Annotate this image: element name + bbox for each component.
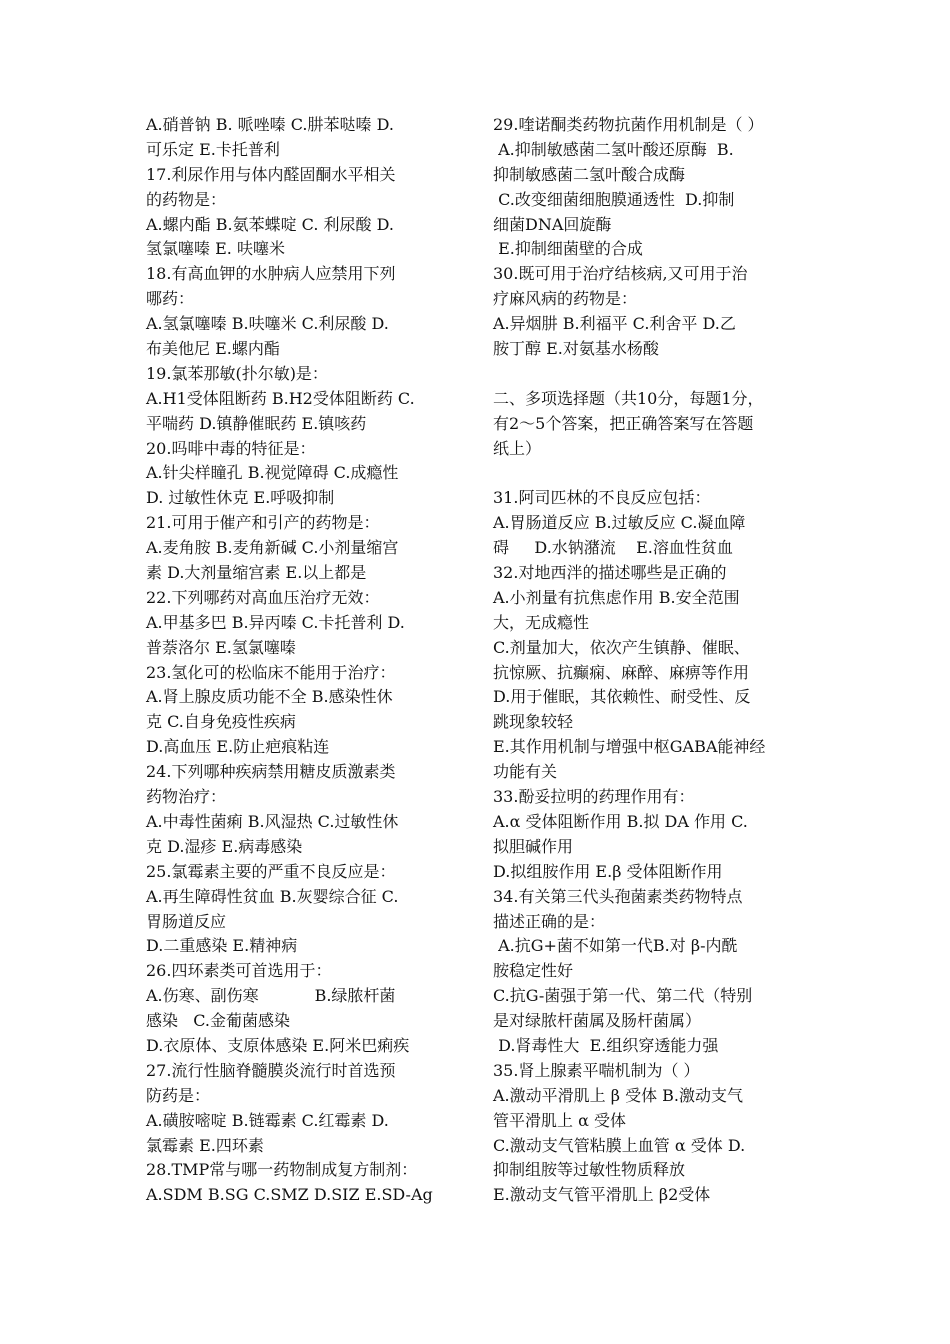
text-line: 布美他尼 E.螺内酯 xyxy=(146,339,280,359)
text-line: 大，无成瘾性 xyxy=(493,612,590,632)
text-line: A.异烟肼 B.利福平 C.利舍平 D.乙 xyxy=(493,314,736,334)
text-line: 21.可用于催产和引产的药物是： xyxy=(146,513,380,533)
right-column-questions-29-30 xyxy=(493,113,811,362)
text-line: 跳现象较轻 xyxy=(493,712,574,732)
text-line: 平喘药 D.镇静催眠药 E.镇咳药 xyxy=(146,413,367,433)
text-line: 胃肠道反应 xyxy=(146,911,227,931)
text-line: A.抑制敏感菌二氢叶酸还原酶 B. xyxy=(493,139,734,159)
text-line: 24.下列哪种疾病禁用糖皮质激素类 xyxy=(146,762,396,782)
text-line: 抗惊厥、抗癫痫、麻醉、麻痹等作用 xyxy=(493,662,750,682)
text-line: 抑制敏感菌二氢叶酸合成酶 xyxy=(493,164,686,184)
text-line: A.肾上腺皮质功能不全 B.感染性休 xyxy=(146,687,393,707)
text-line: 30.既可用于治疗结核病,又可用于治 xyxy=(493,264,748,284)
right-column xyxy=(493,113,811,1208)
text-line: D.肾毒性大 E.组织穿透能力强 xyxy=(493,1035,719,1055)
text-line: 28.TMP常与哪一药物制成复方制剂： xyxy=(146,1160,418,1180)
text-line: C.激动支气管粘膜上血管 α 受体 D. xyxy=(493,1135,746,1155)
text-line: 管平滑肌上 α 受体 xyxy=(493,1110,626,1130)
text-line: A.α 受体阻断作用 B.拟 DA 作用 C. xyxy=(493,811,748,831)
text-line: 35.肾上腺素平喘机制为（ ） xyxy=(493,1060,700,1080)
text-line: E.其作用机制与增强中枢GABA能神经 xyxy=(493,737,766,757)
text-line: A.螺内酯 B.氨苯蝶啶 C. 利尿酸 D. xyxy=(146,214,394,234)
text-line: 33.酚妥拉明的药理作用有： xyxy=(493,787,695,807)
text-line: D.用于催眠，其依赖性、耐受性、反 xyxy=(493,687,751,707)
text-line: 克 C.自身免疫性疾病 xyxy=(146,712,296,732)
text-line: 纸上） xyxy=(493,438,542,458)
text-line: A.针尖样瞳孔 B.视觉障碍 C.成瘾性 xyxy=(146,463,399,483)
text-line: 32.对地西泮的描述哪些是正确的 xyxy=(493,563,727,583)
text-line: A.伤寒、副伤寒 B.绿脓杆菌 xyxy=(146,986,396,1006)
text-line: C.改变细菌细胞膜通透性 D.抑制 xyxy=(493,189,735,209)
text-line: A.麦角胺 B.麦角新碱 C.小剂量缩宫 xyxy=(146,538,399,558)
text-line: A.磺胺嘧啶 B.链霉素 C.红霉素 D. xyxy=(146,1110,389,1130)
text-line: D.高血压 E.防止疤痕粘连 xyxy=(146,737,330,757)
text-line: 功能有关 xyxy=(493,762,558,782)
text-line: A.中毒性菌痢 B.风湿热 C.过敏性休 xyxy=(146,811,399,831)
text-line: 素 D.大剂量缩宫素 E.以上都是 xyxy=(146,563,367,583)
text-line: 17.利尿作用与体内醛固酮水平相关 xyxy=(146,164,396,184)
text-line: 普萘洛尔 E.氢氯噻嗪 xyxy=(146,637,296,657)
text-line: 有2～5个答案，把正确答案写在答题 xyxy=(493,413,754,433)
text-line: 可乐定 E.卡托普利 xyxy=(146,139,280,159)
text-line: A.H1受体阻断药 B.H2受体阻断药 C. xyxy=(146,388,415,408)
text-line: 拟胆碱作用 xyxy=(493,836,574,856)
left-column xyxy=(146,113,464,1208)
text-line: 26.四环素类可首选用于： xyxy=(146,961,332,981)
text-line: 25.氯霉素主要的严重不良反应是： xyxy=(146,861,396,881)
blank-line xyxy=(493,362,811,387)
text-line: E.激动支气管平滑肌上 β2受体 xyxy=(493,1185,711,1205)
text-line: 抑制组胺等过敏性物质释放 xyxy=(493,1160,686,1180)
text-line: A.再生障碍性贫血 B.灰婴综合征 C. xyxy=(146,886,399,906)
text-line: 31.阿司匹林的不良反应包括： xyxy=(493,488,711,508)
text-line: 细菌DNA回旋酶 xyxy=(493,214,612,234)
text-line: 20.吗啡中毒的特征是： xyxy=(146,438,316,458)
text-line: A.硝普钠 B. 哌唑嗪 C.肼苯哒嗪 D. xyxy=(146,115,394,134)
text-line: A.激动平滑肌上 β 受体 B.激动支气 xyxy=(493,1085,743,1105)
text-line: 氢氯噻嗪 E. 呋噻米 xyxy=(146,239,285,259)
text-line: 疗麻风病的药物是： xyxy=(493,289,638,309)
text-line: E.抑制细菌壁的合成 xyxy=(493,239,643,259)
text-line: A.甲基多巴 B.异丙嗪 C.卡托普利 D. xyxy=(146,612,405,632)
text-line: 22.下列哪药对高血压治疗无效： xyxy=(146,587,380,607)
text-line: A.抗G+菌不如第一代B.对 β-内酰 xyxy=(493,936,738,956)
text-line: 23.氢化可的松临床不能用于治疗： xyxy=(146,662,396,682)
text-line: 是对绿脓杆菌属及肠杆菌属） xyxy=(493,1011,702,1031)
section-heading-multiple-choice xyxy=(493,387,811,462)
text-line: 二、多项选择题（共10分，每题1分， xyxy=(493,388,764,408)
text-line: 19.氯苯那敏(扑尔敏)是： xyxy=(146,363,328,383)
blank-line xyxy=(493,461,811,486)
text-line: D.二重感染 E.精神病 xyxy=(146,936,298,956)
text-line: 34.有关第三代头孢菌素类药物特点 xyxy=(493,886,743,906)
text-line: 描述正确的是： xyxy=(493,911,606,931)
text-line: C.抗G-菌强于第一代、第二代（特别 xyxy=(493,986,753,1006)
text-line: D. 过敏性休克 E.呼吸抑制 xyxy=(146,488,335,508)
text-line: 27.流行性脑脊髓膜炎流行时首选预 xyxy=(146,1060,396,1080)
text-line: 胺稳定性好 xyxy=(493,961,574,981)
text-line: A.小剂量有抗焦虑作用 B.安全范围 xyxy=(493,587,740,607)
text-line: A.氢氯噻嗪 B.呋噻米 C.利尿酸 D. xyxy=(146,314,389,334)
text-line: 防药是： xyxy=(146,1085,211,1105)
text-line: 药物治疗： xyxy=(146,787,227,807)
text-line: A.SDM B.SG C.SMZ D.SIZ E.SD-Ag xyxy=(146,1185,433,1205)
text-line: A.胃肠道反应 B.过敏反应 C.凝血障 xyxy=(493,513,746,533)
text-line: 胺丁醇 E.对氨基水杨酸 xyxy=(493,339,659,359)
text-line: D.拟组胺作用 E.β 受体阻断作用 xyxy=(493,861,723,881)
text-line: 的药物是： xyxy=(146,189,227,209)
text-line: 哪药： xyxy=(146,289,195,309)
text-line: 克 D.湿疹 E.病毒感染 xyxy=(146,836,303,856)
text-line: D.衣原体、支原体感染 E.阿米巴痢疾 xyxy=(146,1035,410,1055)
text-line: C.剂量加大，依次产生镇静、催眠、 xyxy=(493,637,750,657)
text-line: 氯霉素 E.四环素 xyxy=(146,1135,264,1155)
text-line: 碍 D.水钠潴流 E.溶血性贫血 xyxy=(493,538,733,558)
right-column-questions-31-35 xyxy=(493,486,811,1208)
text-line: 18.有高血钾的水肿病人应禁用下列 xyxy=(146,264,396,284)
text-line: 感染 C.金葡菌感染 xyxy=(146,1011,291,1031)
text-line: 29.喹诺酮类药物抗菌作用机制是（ ） xyxy=(493,115,764,134)
